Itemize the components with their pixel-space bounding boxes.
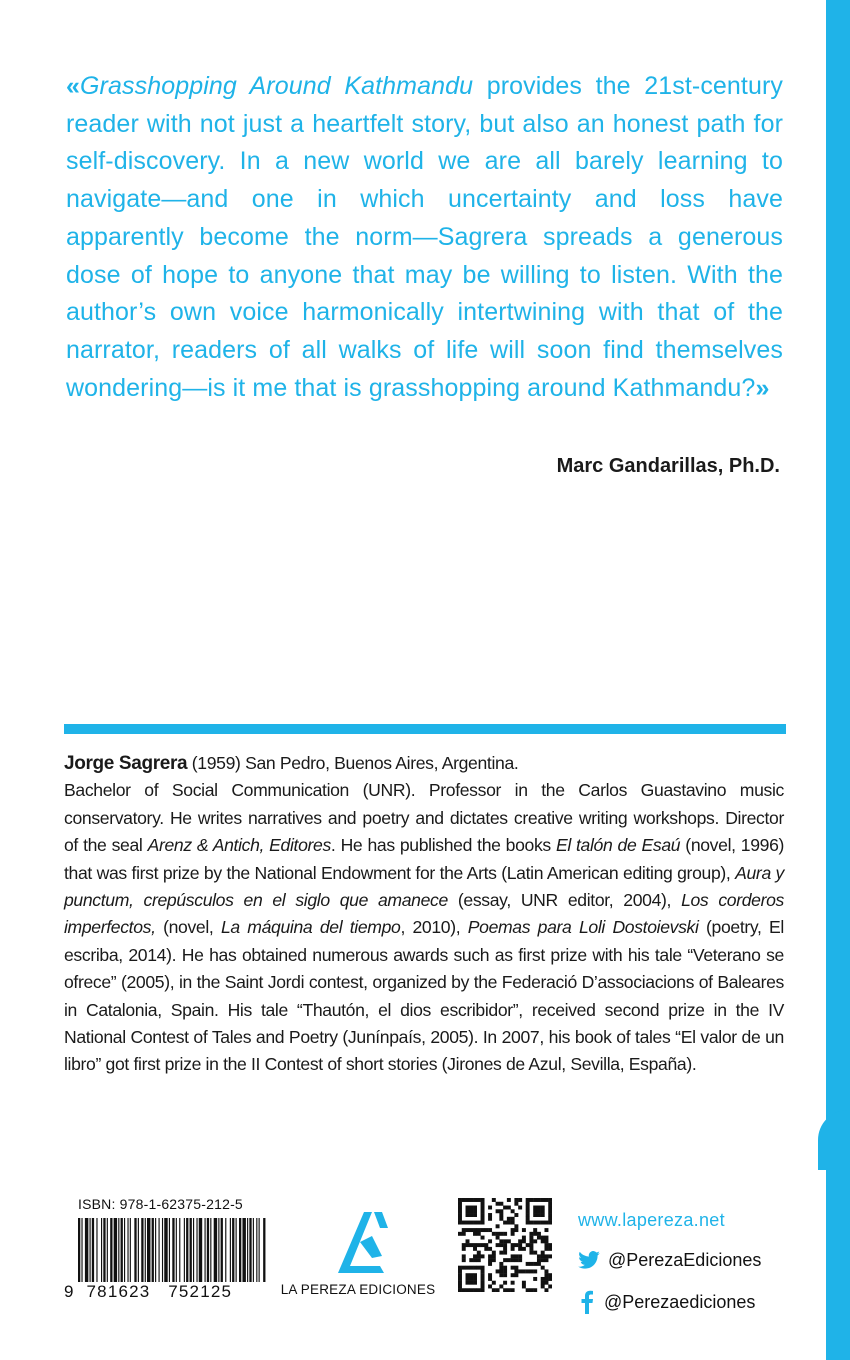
bio-text-1: Bachelor of Social Communication (UNR). Professor in the Carlos Guastavino music conservatory. He writes narratives and poetry and dictates creative writing workshops. Director of the seal [64,780,784,856]
publisher-block [276,1210,440,1297]
bio-text-5: (novel, [155,917,221,938]
isbn-block [64,1196,269,1301]
bio-italic-6: Poemas para Loli Dostoievski [467,917,699,938]
bio-italic-2: El talón de Esaú [555,835,681,856]
quote-open-mark: « [66,72,81,100]
band-notch [818,1110,850,1170]
bio-italic-1: Arenz & Antich, Editores [147,835,331,856]
author-name: Jorge Sagrera [64,753,188,774]
bio-text-4: (essay, UNR editor, 2004), [447,890,682,911]
pereza-logo-icon [276,1210,440,1276]
facebook-icon [578,1290,596,1314]
website-row [578,1200,798,1240]
facebook-row[interactable] [578,1282,798,1322]
bio-text-6: , 2010), [400,917,468,938]
bio-italic-4: Los corderos imperfectos, [64,890,784,938]
author-origin: (1959) San Pedro, Buenos Aires, Argentina. [187,753,519,773]
review-quote [66,68,783,407]
contact-block [578,1200,798,1322]
barcode-icon [64,1218,269,1284]
author-bio [64,750,784,1079]
twitter-handle: @PerezaEdiciones [608,1249,762,1270]
bio-italic-5: La máquina del tiempo [220,917,401,938]
bio-first-line [64,750,784,777]
quote-body: provides the 21st-century reader with not just a heartfelt story, but also an honest path for self-discovery. In a new world we are all barely learning to navigate—and one in which uncertainty and loss have apparently become the norm—Sagrera spreads a generous dose of hope to anyone that may be willing to listen. With the author’s own voice harmonically intertwining with that of the narrator, readers of all walks of life will soon find themselves wondering—is it me that is grasshopping around Kathmandu? [66,72,783,402]
facebook-handle: @Perezaediciones [604,1291,756,1312]
barcode-digits [64,1282,269,1302]
quote-book-title: Grasshopping Around Kathmandu [80,72,474,100]
isbn-label: ISBN: 978-1-62375-212-5 [78,1196,243,1212]
publisher-name: LA PEREZA EDICIONES [280,1282,436,1297]
barcode-digits-right: 752125 [168,1282,233,1301]
bio-italic-3: Aura y punctum, crepúsculos en el siglo que amanece [64,862,785,911]
quote-attribution: Marc Gandarillas, Ph.D. [556,455,780,477]
barcode-digit-lead: 9 [64,1282,75,1301]
twitter-row[interactable] [578,1240,798,1280]
bio-text-3: (novel, 1996) that was first prize by the National Endowment for the Arts (Latin American editing group), [64,835,785,883]
bio-body [64,777,784,1078]
qr-code-icon[interactable] [458,1198,552,1292]
twitter-icon [578,1251,600,1269]
bio-text-2: . He has published the books [330,835,556,856]
website-link[interactable]: www.lapereza.net [578,1209,725,1230]
barcode-digits-left: 781623 [86,1282,151,1301]
quote-close-mark: » [755,373,770,402]
bio-text-7: (poetry, El escriba, 2014). He has obtained numerous awards such as first prize with his tale “Veterano se ofrece” (2005), in the Saint Jordi contest, organized by the Federació D’associacions of Baleares in Catalonia, Spain. His tale “Thautón, el dios escribidor”, received second prize in the IV National Contest of Tales and Poetry (Junínpaís, 2005). In 2007, his book of tales “El valor de un libro” got first prize in the II Contest of short stories (Jirones de Azul, Sevilla, España). [64,917,784,1075]
right-edge-band [826,0,850,1360]
section-divider [64,724,786,734]
